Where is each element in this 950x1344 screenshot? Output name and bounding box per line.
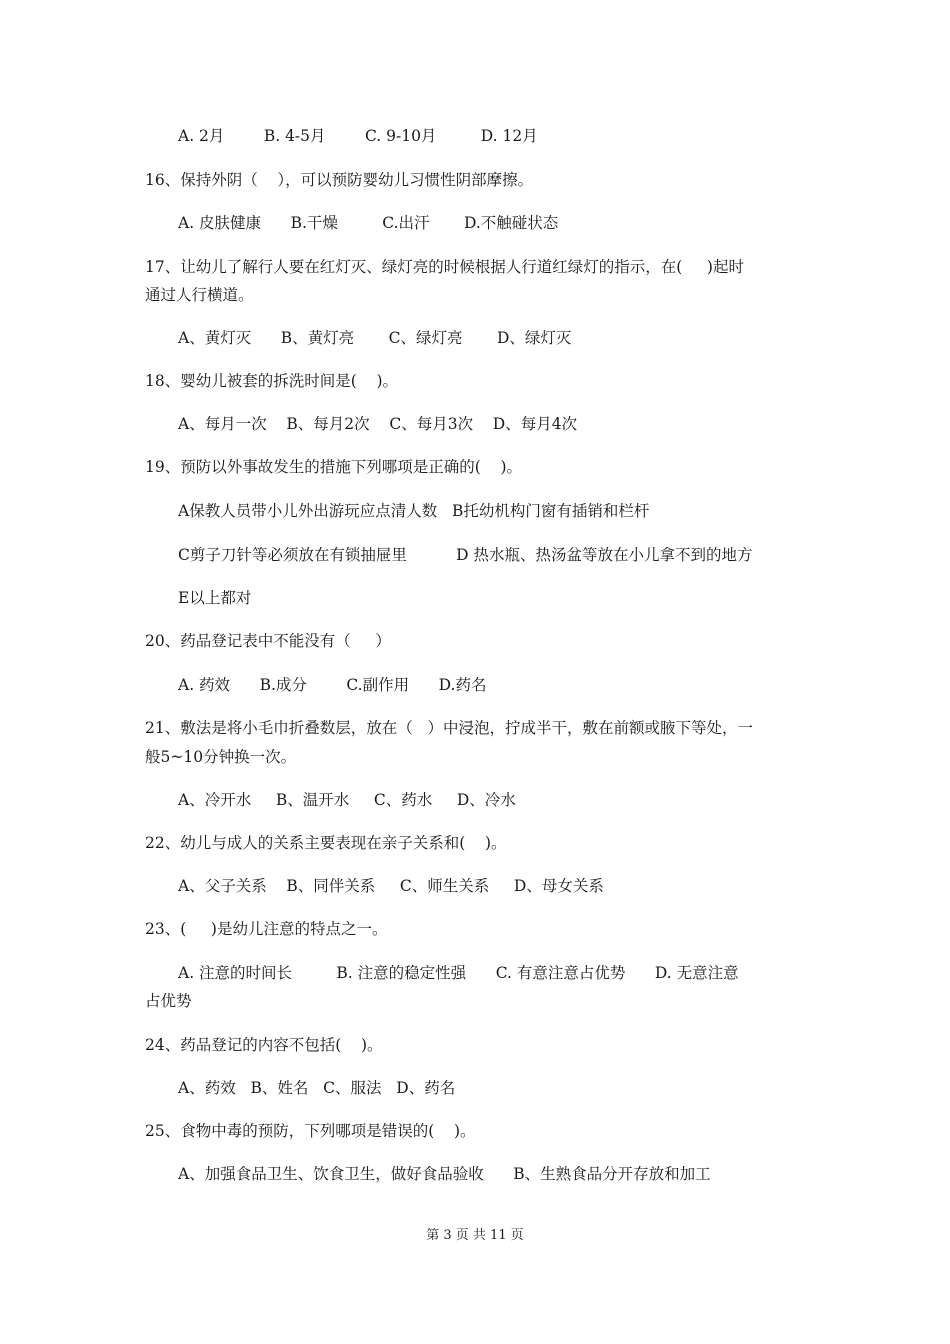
- q16-stem: 16、保持外阴（ ），可以预防婴幼儿习惯性阴部摩擦。: [145, 171, 534, 189]
- q17-stem-cont: 通过人行横道。: [145, 286, 254, 304]
- q24-options: A、药效 B、姓名 C、服法 D、药名: [178, 1079, 456, 1097]
- q23-options: A. 注意的时间长 B. 注意的稳定性强 C. 有意注意占优势 D. 无意注意: [178, 964, 739, 982]
- q19-stem: 19、预防以外事故发生的措施下列哪项是正确的( )。: [145, 458, 523, 476]
- q19-options-ab: A保教人员带小儿外出游玩应点清人数 B托幼机构门窗有插销和栏杆: [178, 502, 650, 520]
- q21-options: A、冷开水 B、温开水 C、药水 D、冷水: [178, 791, 516, 809]
- q21-stem-cont: 般5~10分钟换一次。: [145, 748, 297, 766]
- q18-stem: 18、婴幼儿被套的拆洗时间是( )。: [145, 372, 399, 390]
- q17-stem: 17、让幼儿了解行人要在红灯灭、绿灯亮的时候根据人行道红绿灯的指示，在( )起时: [145, 258, 744, 276]
- q25-stem: 25、食物中毒的预防，下列哪项是错误的( )。: [145, 1122, 476, 1140]
- q19-options-cd: C剪子刀针等必须放在有锁抽屉里 D 热水瓶、热汤盆等放在小儿拿不到的地方: [178, 546, 753, 564]
- q25-options-ab: A、加强食品卫生、饮食卫生，做好食品验收 B、生熟食品分开存放和加工: [178, 1165, 711, 1183]
- q24-stem: 24、药品登记的内容不包括( )。: [145, 1036, 383, 1054]
- page-footer: 第 3 页 共 11 页: [426, 1228, 524, 1243]
- q23-stem: 23、( )是幼儿注意的特点之一。: [145, 920, 388, 938]
- q17-options: A、黄灯灭 B、黄灯亮 C、绿灯亮 D、绿灯灭: [178, 329, 572, 347]
- q16-options: A. 皮肤健康 B.干燥 C.出汗 D.不触碰状态: [178, 214, 559, 232]
- q22-options: A、父子关系 B、同伴关系 C、师生关系 D、母女关系: [178, 877, 604, 895]
- q20-stem: 20、药品登记表中不能没有（ ）: [145, 632, 391, 650]
- q19-option-e: E以上都对: [178, 589, 252, 607]
- q22-stem: 22、幼儿与成人的关系主要表现在亲子关系和( )。: [145, 834, 507, 852]
- q18-options: A、每月一次 B、每月2次 C、每月3次 D、每月4次: [178, 415, 578, 433]
- q23-options-cont: 占优势: [145, 992, 192, 1010]
- q15-options: A. 2月 B. 4-5月 C. 9-10月 D. 12月: [178, 127, 538, 145]
- q21-stem: 21、敷法是将小毛巾折叠数层，放在（ ）中浸泡，拧成半干，敷在前额或腋下等处，一: [145, 719, 754, 737]
- q20-options: A. 药效 B.成分 C.副作用 D.药名: [178, 676, 487, 694]
